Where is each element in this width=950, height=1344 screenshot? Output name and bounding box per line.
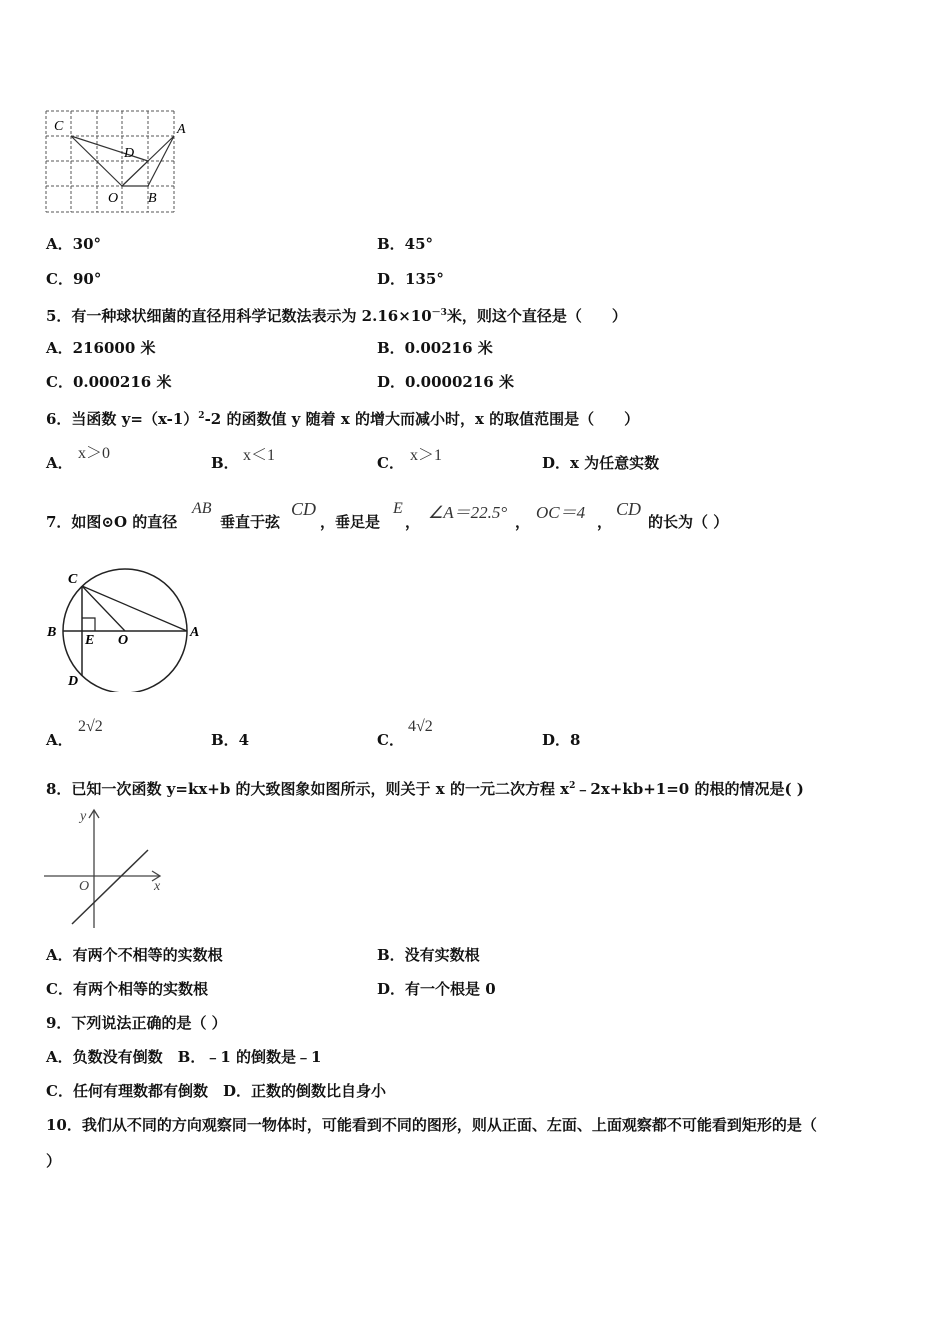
q6-option-b-math: x＜1 bbox=[243, 447, 276, 464]
q5-option-a: A．216000 米 bbox=[46, 339, 156, 357]
q7-option-d: D．8 bbox=[542, 731, 581, 749]
q8-option-b: B．没有实数根 bbox=[377, 946, 480, 964]
circle-label-D: D bbox=[68, 674, 79, 689]
q7-math-cd-1: CD bbox=[291, 499, 317, 519]
q7-math-oc: OC＝4 bbox=[536, 503, 586, 522]
q5-option-b: B．0.00216 米 bbox=[377, 339, 493, 357]
q4-option-c: C．90° bbox=[46, 270, 102, 288]
q7-stem-part-2: 垂直于弦 bbox=[220, 513, 281, 531]
q7-stem-part-3: ，垂足是 bbox=[320, 513, 381, 531]
q7-math-cd-2: CD bbox=[616, 499, 642, 519]
q9-options-ab: A．负数没有倒数 B．﹣1 的倒数是﹣1 bbox=[46, 1048, 322, 1066]
circle-label-O: O bbox=[118, 633, 129, 648]
circle-figure-q7 bbox=[44, 564, 208, 692]
axis-label-x: x bbox=[154, 879, 161, 894]
q8-option-a: A．有两个不相等的实数根 bbox=[46, 946, 223, 964]
q5-option-d: D．0.0000216 米 bbox=[377, 373, 514, 391]
point-label-C: C bbox=[54, 119, 64, 134]
q4-option-a: A．30° bbox=[46, 235, 102, 253]
point-label-A: A bbox=[177, 122, 186, 137]
q6-option-c-label: C． bbox=[377, 454, 404, 472]
q9-options-cd: C．任何有理数都有倒数 D．正数的倒数比自身小 bbox=[46, 1082, 386, 1100]
q6-stem bbox=[46, 406, 639, 429]
axis-label-y: y bbox=[80, 809, 87, 824]
q7-math-angle-a: ∠A＝22.5° bbox=[428, 503, 508, 522]
q6-option-a-math: x＞0 bbox=[78, 445, 111, 462]
q7-option-a-label: A． bbox=[46, 731, 73, 749]
q6-stem-text-b: -2 的函数值 y 随着 x 的增大而减小时，x 的取值范围是（ ） bbox=[204, 410, 640, 428]
circle-label-E: E bbox=[85, 633, 95, 648]
q9-stem: 9．下列说法正确的是（ ） bbox=[46, 1014, 227, 1032]
circle-label-A: A bbox=[190, 625, 200, 640]
q7-option-c-math: 4√2 bbox=[408, 718, 433, 735]
q8-stem-text-b: ﹣2x+kb+1=0 的根的情况是( ) bbox=[575, 780, 804, 798]
q10-stem-line-2: ） bbox=[46, 1152, 62, 1170]
q8-option-d: D．有一个根是 0 bbox=[377, 980, 496, 998]
point-label-B: B bbox=[148, 191, 157, 206]
q8-option-c: C．有两个相等的实数根 bbox=[46, 980, 208, 998]
q7-stem-part-1: 7．如图⊙O 的直径 bbox=[46, 513, 178, 531]
line-graph-figure-q8 bbox=[44, 804, 170, 930]
grid-figure-q4 bbox=[38, 106, 190, 218]
q7-math-ab: AB bbox=[192, 500, 212, 517]
q6-option-a-label: A． bbox=[46, 454, 73, 472]
q8-stem-text-a: 8．已知一次函数 y=kx+b 的大致图象如图所示，则关于 x 的一元二次方程 x bbox=[46, 780, 570, 798]
q7-math-e: E bbox=[393, 500, 403, 517]
q6-option-d: D．x 为任意实数 bbox=[542, 454, 660, 472]
circle-label-C: C bbox=[68, 572, 78, 587]
axis-label-origin: O bbox=[79, 879, 90, 894]
q8-stem-exponent: 2 bbox=[569, 781, 576, 791]
q10-stem-line-1: 10．我们从不同的方向观察同一物体时，可能看到不同的图形，则从正面、左面、上面观察都不可能看到矩形的是（ bbox=[46, 1116, 817, 1134]
q8-stem bbox=[46, 776, 804, 799]
q5-stem-text-b: 米，则这个直径是（ ） bbox=[446, 307, 627, 325]
q5-stem-exponent: －3 bbox=[431, 308, 447, 318]
q7-stem-part-6: ， bbox=[597, 513, 613, 531]
point-label-O: O bbox=[108, 191, 119, 206]
q6-option-c-math: x＞1 bbox=[410, 447, 443, 464]
q7-stem-part-5: ， bbox=[515, 513, 531, 531]
q7-stem-part-7: 的长为（ ） bbox=[648, 513, 729, 531]
q6-stem-exponent: 2 bbox=[198, 411, 205, 421]
q7-stem-part-4: ， bbox=[405, 513, 421, 531]
q5-option-c: C．0.000216 米 bbox=[46, 373, 172, 391]
circle-label-B: B bbox=[47, 625, 57, 640]
q7-option-c-label: C． bbox=[377, 731, 404, 749]
q4-option-d: D．135° bbox=[377, 270, 444, 288]
point-label-D: D bbox=[124, 146, 135, 161]
q5-stem-text-a: 5．有一种球状细菌的直径用科学记数法表示为 2.16×10 bbox=[46, 307, 432, 325]
q5-stem bbox=[46, 303, 627, 326]
q4-option-b: B．45° bbox=[377, 235, 434, 253]
q6-option-b-label: B． bbox=[211, 454, 239, 472]
q7-option-a-math: 2√2 bbox=[78, 718, 103, 735]
q7-option-b: B．4 bbox=[211, 731, 250, 749]
q6-stem-text-a: 6．当函数 y=（x-1） bbox=[46, 410, 199, 428]
